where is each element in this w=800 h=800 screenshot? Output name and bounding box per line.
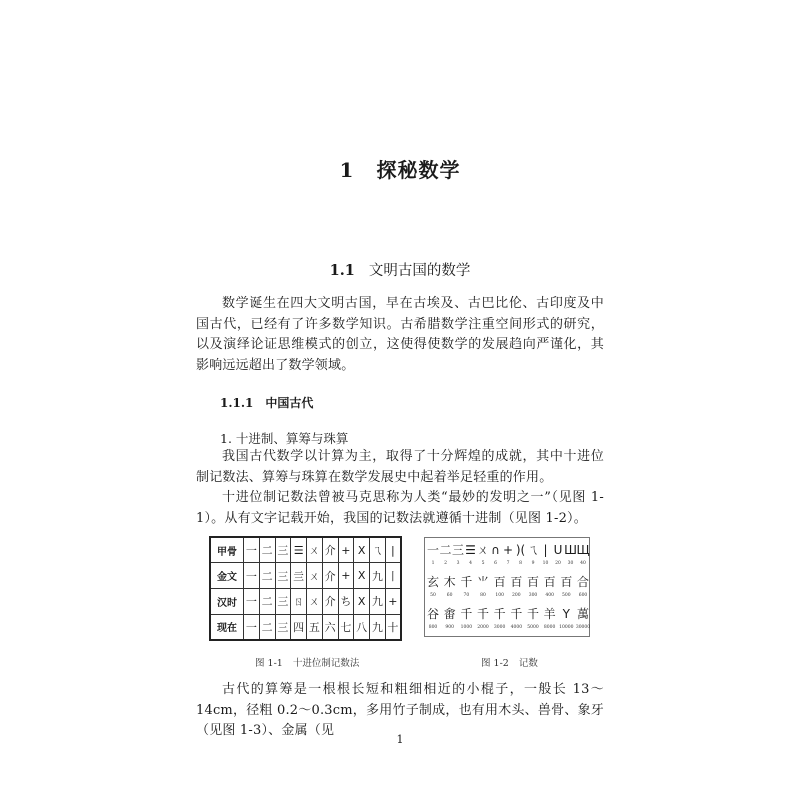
numeral-cell: X xyxy=(354,563,370,589)
numeral-value-label: 400 xyxy=(545,593,554,598)
numeral-value-label: 3 xyxy=(456,561,460,566)
row-label: 金文 xyxy=(210,563,244,589)
numeral-cell: 一 xyxy=(244,563,260,589)
numeral-value-label: 8000 xyxy=(543,625,556,630)
item-title: 1. 十进制、算筹与珠算 xyxy=(220,431,349,446)
ancient-numeral-glyph: Y xyxy=(562,607,570,621)
numeral-value-label: 60 xyxy=(446,593,453,598)
page-number: 1 xyxy=(396,733,404,746)
numeral-cell: 一 xyxy=(244,537,260,563)
ancient-numeral-glyph: Щ xyxy=(576,543,590,557)
caption-text: 记数 xyxy=(518,658,538,669)
ancient-numeral-glyph: 百 xyxy=(543,575,556,589)
numeral-cell: 二 xyxy=(259,614,275,640)
row-label: 现在 xyxy=(210,614,244,640)
numeral-value-label: 100 xyxy=(495,593,504,598)
numeral-cell: ☰ xyxy=(291,537,307,563)
ancient-numeral-glyph: 百 xyxy=(526,575,540,589)
numeral-cell: 三 xyxy=(275,537,291,563)
ancient-numeral-glyph: 玄 xyxy=(426,575,440,589)
numeral-cell: ㄟ xyxy=(370,537,386,563)
numeral-value-label: 2 xyxy=(444,561,447,566)
ancient-numeral-glyph: 谷 xyxy=(426,607,440,621)
table-row xyxy=(210,563,401,589)
numeral-cell: 介 xyxy=(322,537,338,563)
ancient-numeral-glyph: 千 xyxy=(476,607,490,621)
numeral-cell: X xyxy=(354,589,370,615)
ancient-numeral-glyph: 千 xyxy=(460,575,473,589)
numeral-value-label: 1000 xyxy=(460,625,473,630)
numeral-cell: 九 xyxy=(370,563,386,589)
row-label: 汉时 xyxy=(210,589,244,615)
numeral-value-label: 50 xyxy=(430,593,436,598)
numeral-value-label: 300 xyxy=(528,593,538,598)
numeral-cell: ㄨ xyxy=(307,589,323,615)
numeral-value-label: 3000 xyxy=(493,625,506,630)
ancient-numeral-glyph: 百 xyxy=(560,575,573,589)
numeral-value-label: 600 xyxy=(578,593,588,598)
closing-paragraph: 古代的算筹是一根根长短和粗细相近的小棍子，一般长 13～14cm，径粗 0.2～0.3cm，多用竹子制成，也有用木头、兽骨、象牙（见图 1-3）、金属（见 xyxy=(196,682,604,738)
numeral-cell: 三 xyxy=(275,589,291,615)
numeral-value-label: 4000 xyxy=(510,625,523,630)
numeral-cell: 一 xyxy=(244,589,260,615)
numeral-value-label: 4 xyxy=(469,561,472,566)
ancient-numeral-glyph: 合 xyxy=(576,575,590,589)
numeral-cell: ㄨ xyxy=(307,537,323,563)
ancient-numeral-glyph: 二 xyxy=(439,543,452,557)
ancient-numeral-glyph: + xyxy=(502,543,514,557)
numeral-value-label: 2000 xyxy=(477,625,489,630)
ancient-numeral-glyph: | xyxy=(543,543,548,557)
ancient-numeral-glyph: ㄨ xyxy=(476,543,490,557)
numeral-cell: 十 xyxy=(385,614,401,640)
section-title-text: 文明古国的数学 xyxy=(368,263,471,279)
section-number: 1.1 xyxy=(329,262,355,279)
ancient-numeral-glyph: )( xyxy=(515,543,526,557)
intro-paragraph: 数学诞生在四大文明古国，早在古埃及、古巴比伦、古印度及中国古代，已经有了许多数学知识。古希腊数学注重空间形式的研究，以及演绎论证思维模式的创立，这使得使数学的发展趋向严谨化，其影响远远超出了数学领域。 xyxy=(196,296,604,373)
numeral-value-label: 80 xyxy=(480,593,486,598)
numeral-cell: ㄨ xyxy=(307,563,323,589)
ancient-numeral-glyph: ㄟ xyxy=(526,543,540,557)
numeral-cell: 介 xyxy=(322,589,338,615)
ancient-numeral-glyph: ☰ xyxy=(465,543,476,557)
figure-1-2-caption xyxy=(481,655,538,669)
subsection-title-text: 中国古代 xyxy=(265,396,314,410)
ancient-numeral-glyph: 三 xyxy=(451,543,465,557)
paragraph-2: 十进位制记数法曾被马克思称为人类“最妙的发明之一”（见图 1-1）。从有文字记载开始，我国的记数法就遵循十进制（见图 1-2）。 xyxy=(196,490,604,526)
numeral-cell: X xyxy=(354,537,370,563)
numeral-value-label: 70 xyxy=(463,593,470,598)
table-row xyxy=(210,537,401,563)
numeral-cell: 四 xyxy=(291,614,307,640)
row-label: 甲骨 xyxy=(210,537,244,563)
ancient-numeral-glyph: ⺌ xyxy=(476,575,490,589)
numeral-value-label: 8 xyxy=(519,561,522,566)
section-title xyxy=(0,259,800,280)
ancient-numeral-glyph: 百 xyxy=(510,575,523,589)
ancient-numeral-glyph: 畬 xyxy=(443,607,456,621)
numeral-value-label: 40 xyxy=(580,561,586,566)
chapter-number: 1 xyxy=(339,158,355,182)
ancient-numeral-glyph: 千 xyxy=(510,607,523,621)
numeral-cell: 九 xyxy=(370,614,386,640)
body-paragraphs xyxy=(196,447,604,529)
subsection-title xyxy=(220,394,313,411)
numeral-cell: 一 xyxy=(244,614,260,640)
numeral-cell: 二 xyxy=(259,537,275,563)
chapter-title-text: 探秘数学 xyxy=(376,158,461,182)
figure-1-2-image xyxy=(424,537,590,637)
numeral-value-label: 20 xyxy=(555,561,561,566)
numeral-cell: 二 xyxy=(259,589,275,615)
numeral-value-label: 10000 xyxy=(559,625,574,630)
numeral-cell: ち xyxy=(338,589,354,615)
ancient-numeral-glyph: 千 xyxy=(493,607,506,621)
numeral-value-label: 30 xyxy=(567,561,574,566)
numeral-cell: 介 xyxy=(322,563,338,589)
paragraph-1: 我国古代数学以计算为主，取得了十分辉煌的成就，其中十进位制记数法、算筹与珠算在数学发展史中起着举足轻重的作用。 xyxy=(196,449,604,485)
caption-number: 图 1-2 xyxy=(481,658,509,669)
table-row xyxy=(210,614,401,640)
ancient-numeral-glyph: 羊 xyxy=(543,607,556,621)
numeral-cell: 七 xyxy=(338,614,354,640)
numeral-value-label: 6 xyxy=(494,561,497,566)
numeral-cell: 五 xyxy=(307,614,323,640)
ancient-numeral-glyph: 木 xyxy=(443,575,456,589)
figure-1-1-caption xyxy=(255,655,359,669)
numeral-value-label: 900 xyxy=(445,625,454,630)
ancient-numeral-glyph: 百 xyxy=(493,575,506,589)
numeral-value-label: 500 xyxy=(562,593,571,598)
ancient-numeral-glyph: Ш xyxy=(564,543,577,557)
ancient-numeral-glyph: U xyxy=(553,543,563,557)
numeral-cell: 八 xyxy=(354,614,370,640)
ancient-numeral-glyph: 萬 xyxy=(576,607,590,621)
ancient-numeral-glyph: 千 xyxy=(526,607,540,621)
figure-1-1-table xyxy=(209,536,402,639)
caption-text: 十进位制记数法 xyxy=(292,658,360,669)
numeral-cell: 三 xyxy=(275,563,291,589)
numeral-cell: + xyxy=(338,537,354,563)
caption-number: 图 1-1 xyxy=(255,658,283,669)
table-row xyxy=(210,589,401,615)
numeral-value-label: 800 xyxy=(428,625,438,630)
numeral-value-label: 5000 xyxy=(527,625,539,630)
numeral-value-label: 5 xyxy=(481,561,485,566)
numeral-cell: 二 xyxy=(259,563,275,589)
numeral-cell: | xyxy=(385,537,401,563)
numeral-cell: 亖 xyxy=(291,563,307,589)
numeral-cell: 九 xyxy=(370,589,386,615)
numeral-cell: + xyxy=(385,589,401,615)
ancient-numeral-glyph: 一 xyxy=(426,543,440,557)
numeral-value-label: 9 xyxy=(531,561,535,566)
ancient-numeral-glyph: ∩ xyxy=(491,543,500,557)
numeral-cell: 六 xyxy=(322,614,338,640)
numeral-cell: 丨 xyxy=(385,563,401,589)
intro-paragraph-block xyxy=(196,294,604,376)
numeral-cell: 三 xyxy=(275,614,291,640)
numeral-cell: + xyxy=(338,563,354,589)
chapter-title xyxy=(0,154,800,183)
subsection-number: 1.1.1 xyxy=(220,396,254,410)
numeral-value-label: 200 xyxy=(512,593,521,598)
numeral-cell: ㄖ xyxy=(291,589,307,615)
numeral-value-label: 30000 xyxy=(575,625,591,630)
ancient-numeral-glyph: 千 xyxy=(460,607,473,621)
numeral-value-label: 10 xyxy=(542,561,549,566)
numeral-value-label: 1 xyxy=(431,561,435,566)
numeral-value-label: 7 xyxy=(506,561,510,566)
